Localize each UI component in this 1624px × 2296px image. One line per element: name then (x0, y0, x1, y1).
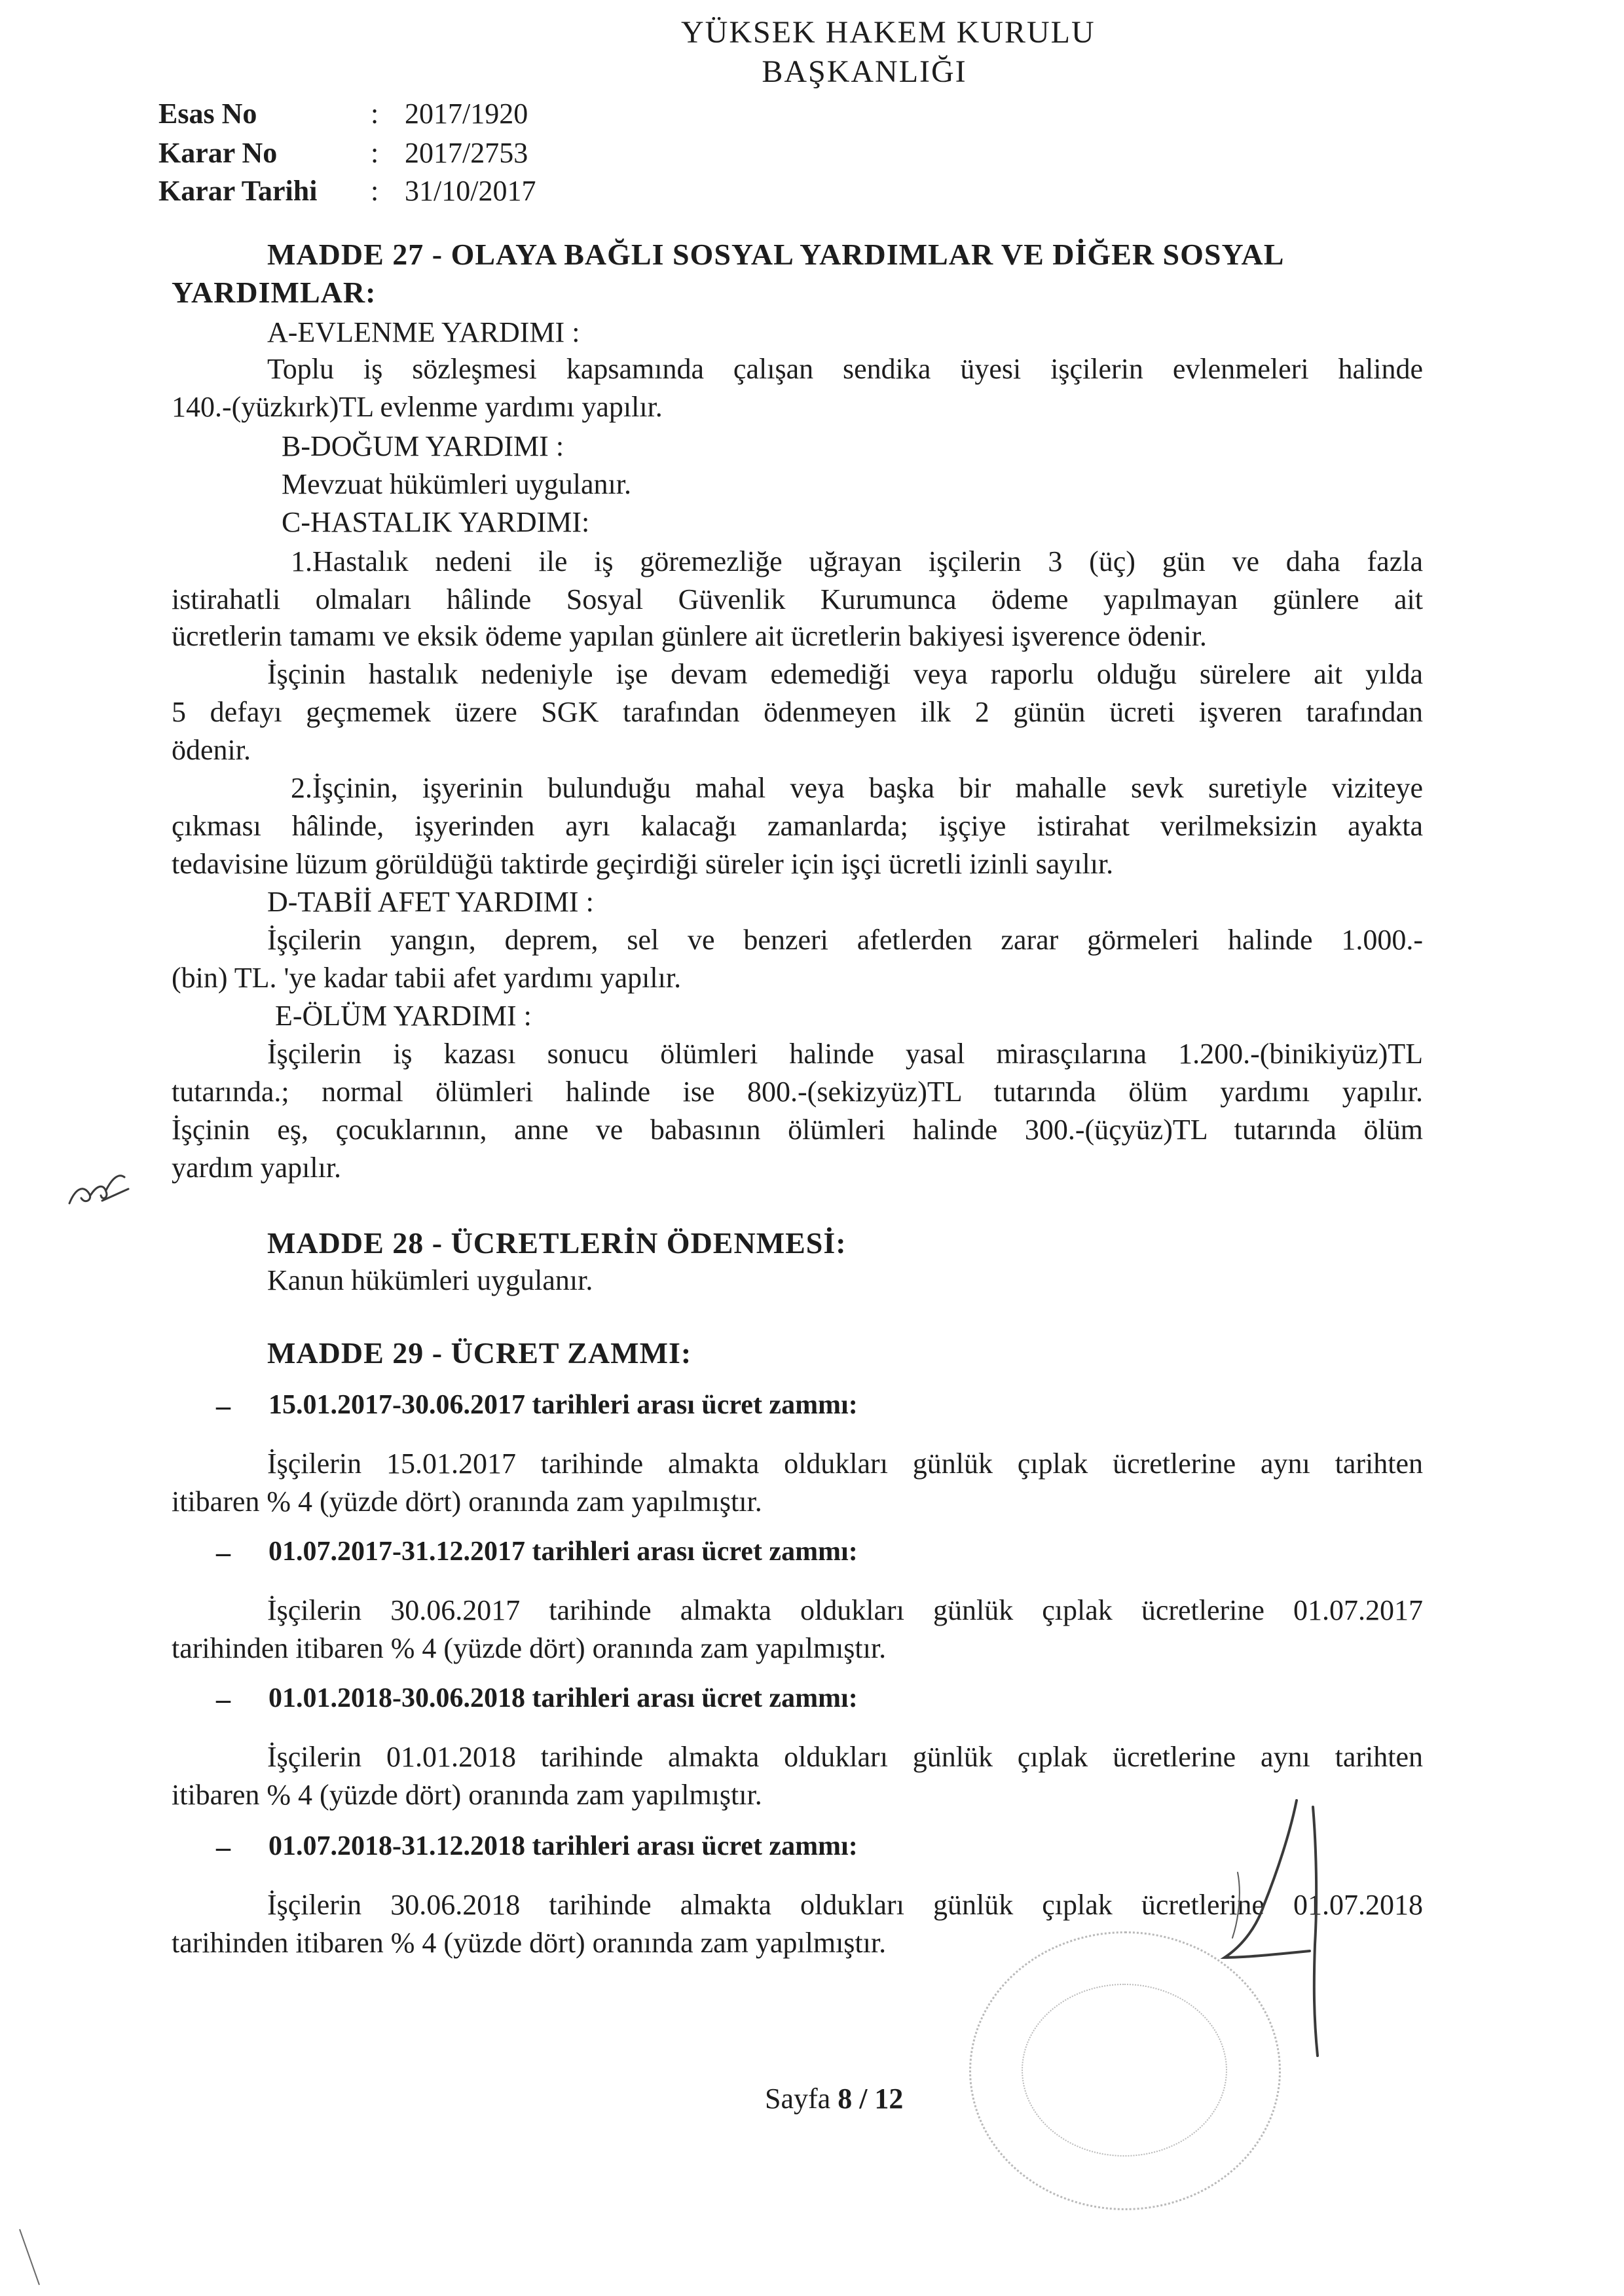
madde-28-line: Kanun hükümleri uygulanır. (267, 1264, 593, 1296)
section-a-line: Toplu iş sözleşmesi kapsamında çalışan sendika üyesi işçilerin evlenmeleri halinde (267, 353, 1423, 385)
section-c1-line: ödenir. (172, 734, 251, 766)
section-d-line: İşçilerin yangın, deprem, sel ve benzeri afetlerden zarar görmeleri halinde 1.000.- (267, 924, 1423, 956)
header-subtitle: BAŞKANLIĞI (762, 54, 967, 89)
meta-value-karar-no: 2017/2753 (405, 137, 528, 169)
madde-29-title: MADDE 29 - ÜCRET ZAMMI: (267, 1336, 692, 1370)
page-number: 8 / 12 (838, 2083, 904, 2115)
wage-period-heading: 15.01.2017-30.06.2017 tarihleri arası ücret zammı: (268, 1390, 858, 1420)
meta-sep: : (371, 175, 379, 207)
wage-period-line: İşçilerin 15.01.2017 tarihinde almakta oldukları günlük çıplak ücretlerine aynı tarihten (267, 1448, 1423, 1480)
wage-period-line: tarihinden itibaren % 4 (yüzde dört) oranında zam yapılmıştır. (172, 1632, 887, 1664)
wage-period-line: itibaren % 4 (yüzde dört) oranında zam yapılmıştır. (172, 1485, 762, 1518)
list-dash: – (216, 1831, 231, 1863)
wage-period-line: tarihinden itibaren % 4 (yüzde dört) oranında zam yapılmıştır. (172, 1927, 887, 1959)
section-a-title: A-EVLENME YARDIMI : (267, 316, 580, 348)
list-dash: – (216, 1390, 231, 1422)
section-c1-line: 1.Hastalık nedeni ile iş göremezliğe uğrayan işçilerin 3 (üç) gün ve daha fazla (291, 545, 1423, 577)
meta-value-esas-no: 2017/1920 (405, 98, 528, 130)
margin-initials-signature (63, 1157, 135, 1216)
meta-sep: : (371, 98, 379, 130)
signature (1198, 1794, 1382, 2069)
wage-period-line: İşçilerin 30.06.2017 tarihinde almakta oldukları günlük çıplak ücretlerine 01.07.2017 (267, 1594, 1423, 1626)
section-c1-line: ücretlerin tamamı ve eksik ödeme yapılan günlere ait ücretlerin bakiyesi işverence ödenir. (172, 620, 1207, 652)
page-footer (765, 2082, 903, 2115)
section-c1-line: istirahatli olmaları hâlinde Sosyal Güvenlik Kurumunca ödeme yapılmayan günlere ait (172, 583, 1423, 615)
section-c2-line: 2.İşçinin, işyerinin bulunduğu mahal veya başka bir mahalle sevk suretiyle viziteye (291, 772, 1423, 804)
section-d-title: D-TABİİ AFET YARDIMI : (267, 886, 594, 918)
section-c1-line: İşçinin hastalık nedeniyle işe devam edemediği veya raporlu olduğu sürelere ait yılda (267, 658, 1423, 690)
madde-27-title-cont: YARDIMLAR: (172, 276, 377, 309)
section-b-title: B-DOĞUM YARDIMI : (282, 430, 564, 462)
section-e-line: yardım yapılır. (172, 1152, 342, 1184)
madde-28-title: MADDE 28 - ÜCRETLERİN ÖDENMESİ: (267, 1226, 847, 1260)
list-dash: – (216, 1537, 231, 1569)
meta-label-karar-tarihi: Karar Tarihi (158, 175, 318, 207)
section-e-line: İşçinin eş, çocuklarının, anne ve babasının ölümleri halinde 300.-(üçyüz)TL tutarında ölüm (172, 1114, 1423, 1146)
wage-period-line: İşçilerin 01.01.2018 tarihinde almakta oldukları günlük çıplak ücretlerine aynı tarihten (267, 1741, 1423, 1773)
meta-label-karar-no: Karar No (158, 137, 278, 169)
section-b-line: Mevzuat hükümleri uygulanır. (282, 468, 631, 500)
wage-period-line: itibaren % 4 (yüzde dört) oranında zam yapılmıştır. (172, 1779, 762, 1811)
section-c2-line: tedavisine lüzum görüldüğü taktirde geçirdiği süreler için işçi ücretli izinli sayılır. (172, 848, 1114, 880)
wage-period-line: İşçilerin 30.06.2018 tarihinde almakta oldukları günlük çıplak ücretlerine 01.07.2018 (267, 1889, 1423, 1921)
meta-value-karar-tarihi: 31/10/2017 (405, 175, 536, 207)
wage-period-heading: 01.01.2018-30.06.2018 tarihleri arası ücret zammı: (268, 1683, 858, 1713)
list-dash: – (216, 1683, 231, 1715)
section-a-line: 140.-(yüzkırk)TL evlenme yardımı yapılır. (172, 391, 663, 423)
section-c1-line: 5 defayı geçmemek üzere SGK tarafından ödenmeyen ilk 2 günün ücreti işveren tarafından (172, 696, 1423, 728)
section-c2-line: çıkması hâlinde, işyerinden ayrı kalacağı zamanlarda; işçiye istirahat verilmeksizin ayakta (172, 810, 1423, 842)
meta-sep: : (371, 137, 379, 169)
wage-period-heading: 01.07.2018-31.12.2018 tarihleri arası ücret zammı: (268, 1831, 858, 1861)
official-stamp-inner-ring (1022, 1984, 1227, 2157)
section-e-title: E-ÖLÜM YARDIMI : (275, 1000, 532, 1032)
wage-period-heading: 01.07.2017-31.12.2017 tarihleri arası ücret zammı: (268, 1537, 858, 1567)
header-title: YÜKSEK HAKEM KURULU (681, 15, 1096, 50)
madde-27-title: MADDE 27 - OLAYA BAĞLI SOSYAL YARDIMLAR VE DİĞER SOSYAL (267, 238, 1285, 271)
section-e-line: İşçilerin iş kazası sonucu ölümleri halinde yasal mirasçılarına 1.200.-(binikiyüz)TL (267, 1038, 1423, 1070)
scan-edge-mark (13, 2226, 52, 2291)
meta-label-esas-no: Esas No (158, 98, 257, 130)
section-c-title: C-HASTALIK YARDIMI: (282, 506, 590, 538)
page-label: Sayfa (765, 2083, 831, 2115)
section-d-line: (bin) TL. 'ye kadar tabii afet yardımı yapılır. (172, 962, 682, 994)
section-e-line: tutarında.; normal ölümleri halinde ise 800.-(sekizyüz)TL tutarında ölüm yardımı yapılır. (172, 1076, 1423, 1108)
